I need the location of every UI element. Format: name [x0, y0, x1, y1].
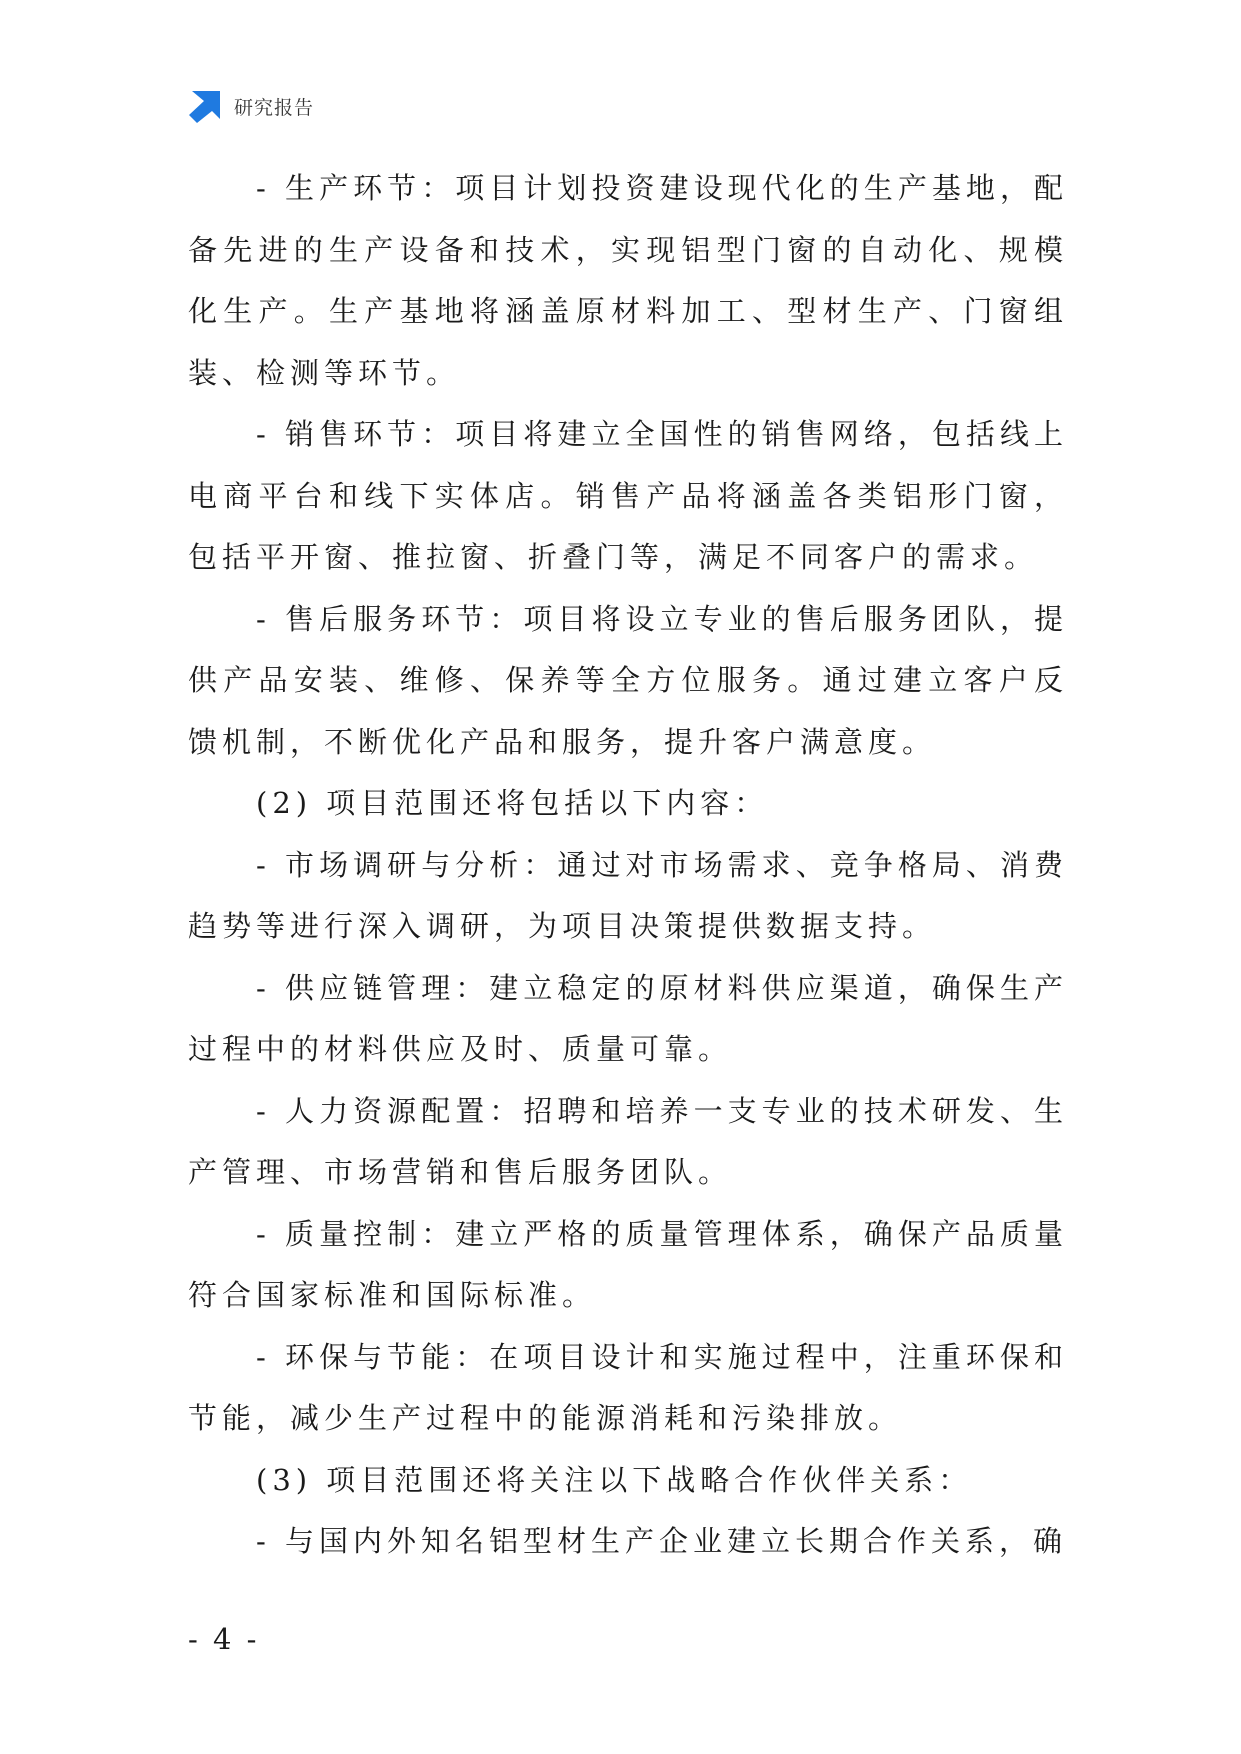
document-body — [188, 158, 1068, 1573]
paragraph-quality-control: - 质量控制：建立严格的质量管理体系，确保产品质量符合国家标准和国际标准。 — [188, 1216, 1068, 1312]
paragraph-market-research: - 市场调研与分析：通过对市场需求、竞争格局、消费趋势等进行深入调研，为项目决策提供数据支持。 — [188, 847, 1068, 943]
section-heading-3: (3) 项目范围还将关注以下战略合作伙伴关系： — [256, 1462, 973, 1497]
section-heading-2: (2) 项目范围还将包括以下内容： — [256, 786, 769, 820]
paragraph-environment: - 环保与节能：在项目设计和实施过程中，注重环保和节能，减少生产过程中的能源消耗和污染排放。 — [188, 1339, 1068, 1435]
arrow-up-right-icon — [188, 89, 222, 123]
page-number: - 4 - — [188, 1622, 260, 1656]
paragraph-partnership: - 与国内外知名铝型材生产企业建立长期合作关系，确 — [256, 1524, 1068, 1558]
header-title: 研究报告 — [234, 96, 315, 119]
paragraph-production: - 生产环节：项目计划投资建设现代化的生产基地，配备先进的生产设备和技术，实现铝型门窗的自动化、规模化生产。生产基地将涵盖原材料加工、型材生产、门窗组装、检测等环节。 — [188, 171, 1068, 390]
paragraph-human-resources: - 人力资源配置：招聘和培养一支专业的技术研发、生产管理、市场营销和售后服务团队。 — [188, 1093, 1068, 1189]
paragraph-supply-chain: - 供应链管理：建立稳定的原材料供应渠道，确保生产过程中的材料供应及时、质量可靠。 — [188, 970, 1068, 1066]
report-header — [188, 88, 314, 124]
paragraph-sales: - 销售环节：项目将建立全国性的销售网络，包括线上电商平台和线下实体店。销售产品将涵盖各类铝形门窗，包括平开窗、推拉窗、折叠门等，满足不同客户的需求。 — [188, 417, 1068, 574]
paragraph-after-sales: - 售后服务环节：项目将设立专业的售后服务团队，提供产品安装、维修、保养等全方位服务。通过建立客户反馈机制，不断优化产品和服务，提升客户满意度。 — [188, 601, 1068, 759]
